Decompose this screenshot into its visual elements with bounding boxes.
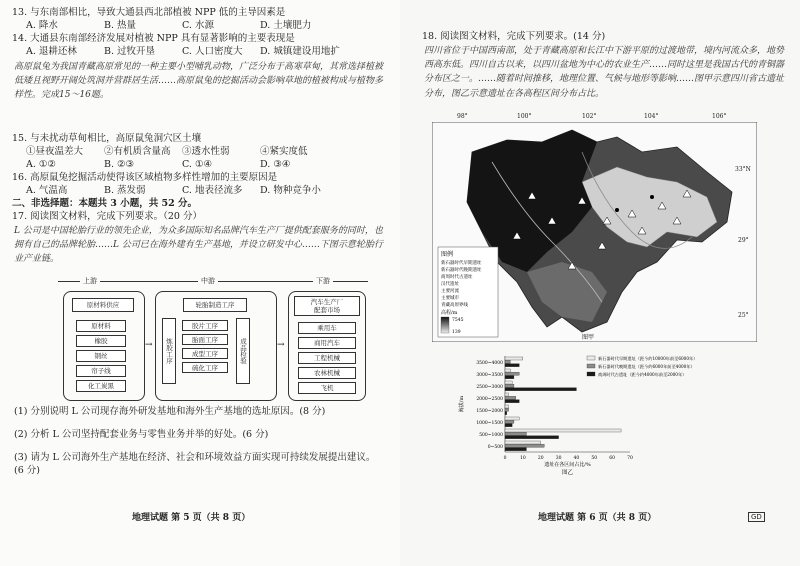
mid-item-2: 胎面工序 [182,334,228,345]
legend-item-7: 青藏高原界线 [441,303,468,308]
arrow-right-icon: → [145,340,153,350]
lon-label-100: 100° [517,113,532,120]
bar [505,429,621,432]
q15-choice-d: D. ③④ [260,159,291,170]
bar [505,412,507,415]
q17-stem: 17. 阅读图文材料，完成下列要求。（20 分） [12,211,202,222]
down-item-5: 飞机 [298,382,356,394]
legend-label: 新石器时代早期遗址（距今约10000年前至6000年） [598,356,698,361]
stage-downstream: 下游 [313,276,333,286]
legend-label: 新石器时代晚期遗址（距今约6000年前至4000年） [598,364,695,369]
left-footer: 地理试题 第 5 页（共 8 页） [132,513,251,523]
bar [505,420,514,423]
lon-label-102: 102° [582,113,597,120]
q15-statement-1: ①昼夜温差大 [26,146,84,157]
elevation-low: 139 [452,330,461,335]
bar [505,396,516,399]
section-2-heading: 二、非选择题：本题共 3 小题，共 52 分。 [12,198,198,209]
x-tick-label: 30 [555,456,562,461]
bar-chart-svg [455,352,755,477]
q14-stem: 14. 大通县东南部经济发展对植被 NPP 具有显著影响的主要表现是 [12,33,295,44]
raw-item-4: 帘子线 [76,365,126,377]
legend-item-6: 主要城市 [441,296,459,301]
q14-option-c: C. 人口密度大 [182,46,243,57]
legend-swatch [587,372,595,376]
lat-label-29: 29° [738,237,749,244]
y-tick-label: 1500~2000 [476,409,503,414]
q13-option-d: D. 土壤肥力 [260,20,312,31]
q16-option-c: C. 地表径流多 [182,185,243,196]
mid-item-3: 成型工序 [182,348,228,359]
q14-option-b: B. 过牧开垦 [104,46,156,57]
raw-item-3: 钢丝 [76,350,126,362]
legend-item-5: 主要河流 [441,289,459,294]
elevation-title: 高程/m [441,310,458,316]
down-item-2: 商用汽车 [298,337,356,349]
q17-passage: L 公司是中国轮胎行业的领先企业，为众多国际知名品牌汽车生产厂提供配套服务的同时，也拥有自己的品牌轮胎……L 公司已在海外建有生产基地，并设立研发中心……下图示意轮胎行业产业链。 [14,226,383,265]
q15-choice-a: A. ①② [26,159,56,170]
q16-option-d: D. 物种竞争小 [260,185,321,196]
lat-label-33: 33°N [735,166,751,173]
legend-item-3: 商周时代古遗址 [441,275,473,280]
q15-statement-4: ④紧实度低 [260,146,308,157]
q16-option-b: B. 蒸发弱 [104,185,146,196]
bar [505,405,509,408]
bar [505,384,514,387]
bar [505,436,559,439]
q13-options [26,19,338,32]
q15-statements [26,145,338,158]
map-caption: 图甲 [582,334,595,341]
y-tick-label: 3000~3500 [476,373,503,378]
down-item-1: 乘用车 [298,322,356,334]
bar [505,372,519,375]
q15-choices [26,158,338,171]
bar [505,360,510,363]
raw-item-2: 橡胶 [76,335,126,347]
q15-stem: 15. 与未扰动草甸相比，高原鼠兔洞穴区土壤 [12,133,202,144]
map-svg [432,122,757,342]
legend-title: 图例 [441,251,454,258]
lon-label-104: 104° [644,113,659,120]
legend-item-2: 新石器时代晚期遗址 [441,268,482,273]
bar [505,417,519,420]
bar [505,369,510,372]
bar [505,400,519,403]
q18-stem: 18. 阅读图文材料，完成下列要求。(14 分) [422,31,606,42]
down-item-4: 农林机械 [298,367,356,379]
q17-sub3: (3) 请为 L 公司海外生产基地在经济、社会和环境效益方面实现可持续发展提出建议。 [14,452,376,463]
bar [505,448,526,451]
q15-choice-c: C. ①④ [182,159,213,170]
y-tick-label: 3500~4000 [476,361,503,366]
passage-15-16: 高原鼠兔为我国青藏高原常见的一种主要小型哺乳动物，广泛分布于高寒草甸，其常选择植被低矮且视野开阔处筑洞并营群居生活……高原鼠兔的挖掘活动会影响草地的植被构成与植物多样性。完成15～16题。 [14,62,384,101]
x-tick-label: 40 [573,456,580,461]
mid-item-4: 硫化工序 [182,362,228,373]
x-tick-label: 0 [503,456,507,461]
q18-passage: 四川省位于中国西南部，处于青藏高原和长江中下游平原的过渡地带，境内河流众多，地势西高东低。四川自古以来，以四川盆地为中心的农业生产……同时这里是我国古代的青铜器分布区之一。……随着时间推移，地理位置、气候与地形等影响……图甲示意四川省古遗址分布，图乙示意遗址在各高程区间分布占比。 [424,46,785,99]
arrow-right-icon: → [277,340,285,350]
manufacture-title: 轮胎制造工序 [183,298,247,312]
stage-midstream: 中游 [198,276,218,286]
q13-option-a: A. 降水 [26,20,58,31]
x-tick-label: 10 [519,456,526,461]
inspection-process: 成品检验 [236,318,250,384]
bar [505,432,526,435]
q15-statement-3: ③透水性弱 [182,146,230,157]
y-tick-label: 2500~3000 [476,385,503,390]
page-tag: GD [748,512,765,522]
x-tick-label: 50 [591,456,598,461]
q16-stem: 16. 高原鼠兔挖掘活动使得该区域植物多样性增加的主要原因是 [12,172,278,183]
bar [505,393,509,396]
q13-option-b: B. 热量 [104,20,137,31]
legend-swatch [587,356,595,360]
x-axis-label: 遗址在各区间占比/% [544,462,591,468]
bar [505,364,519,367]
bar [505,381,512,384]
q17-sub1: (1) 分别说明 L 公司现存海外研发基地和海外生产基地的选址原因。(8 分) [14,406,326,417]
y-axis-label: 海拔/m [459,395,465,413]
q14-option-a: A. 退耕还林 [26,46,77,57]
q17-sub2: (2) 分析 L 公司坚持配套业务与零售业务并举的好处。(6 分) [14,429,269,440]
raw-item-1: 原材料 [76,320,126,332]
bar [505,424,512,427]
bar [505,357,523,360]
q15-choice-b: B. ②③ [104,159,135,170]
lon-label-98: 98° [457,113,468,120]
legend-item-1: 新石器时代早期遗址 [441,261,482,266]
elevation-high: 7545 [452,318,464,323]
mixing-process: 炼胶工序 [162,318,176,384]
bar [505,408,509,411]
raw-item-5: 化工炭黑 [76,380,126,392]
q13-option-c: C. 水源 [182,20,214,31]
chart-caption: 图乙 [561,470,574,476]
bar [505,444,544,447]
x-tick-label: 20 [537,456,544,461]
lat-label-25: 25° [738,312,749,319]
industry-chain-diagram [58,276,368,401]
y-tick-label: 0~500 [487,445,503,450]
legend-swatch [587,364,595,368]
sichuan-map [432,113,757,342]
mid-item-1: 胶片工序 [182,320,228,331]
x-tick-label: 60 [609,456,616,461]
bar [505,441,541,444]
q14-options [26,45,338,58]
y-tick-label: 1000~1500 [476,421,503,426]
x-tick-label: 70 [627,456,633,461]
q14-option-d: D. 城镇建设用地扩 [260,46,340,57]
downstream-title: 汽车生产厂 配套市场 [294,296,360,316]
y-tick-label: 2000~2500 [476,397,503,402]
down-item-3: 工程机械 [298,352,356,364]
elevation-scale [441,317,449,333]
y-tick-label: 500~1000 [479,433,503,438]
bar [505,388,576,391]
q15-statement-2: ②有机质含量高 [104,146,171,157]
lon-label-106: 106° [712,113,727,120]
q16-option-a: A. 气温高 [26,185,68,196]
q16-options [26,184,338,197]
legend-label: 商周时代古遗址（距今约4000年前至2000年） [598,372,687,377]
elevation-bar-chart [455,352,755,477]
q13-stem: 13. 与东南部相比，导致大通县西北部植被 NPP 低的主导因素是 [12,7,286,18]
q17-sub3-score: (6 分) [14,465,40,476]
stage-upstream: 上游 [80,276,100,286]
bar [505,376,514,379]
legend-item-4: 汉代遗址 [441,282,459,287]
raw-material-title: 原材料供应 [72,298,134,312]
right-footer: 地理试题 第 6 页（共 8 页） [538,513,657,523]
